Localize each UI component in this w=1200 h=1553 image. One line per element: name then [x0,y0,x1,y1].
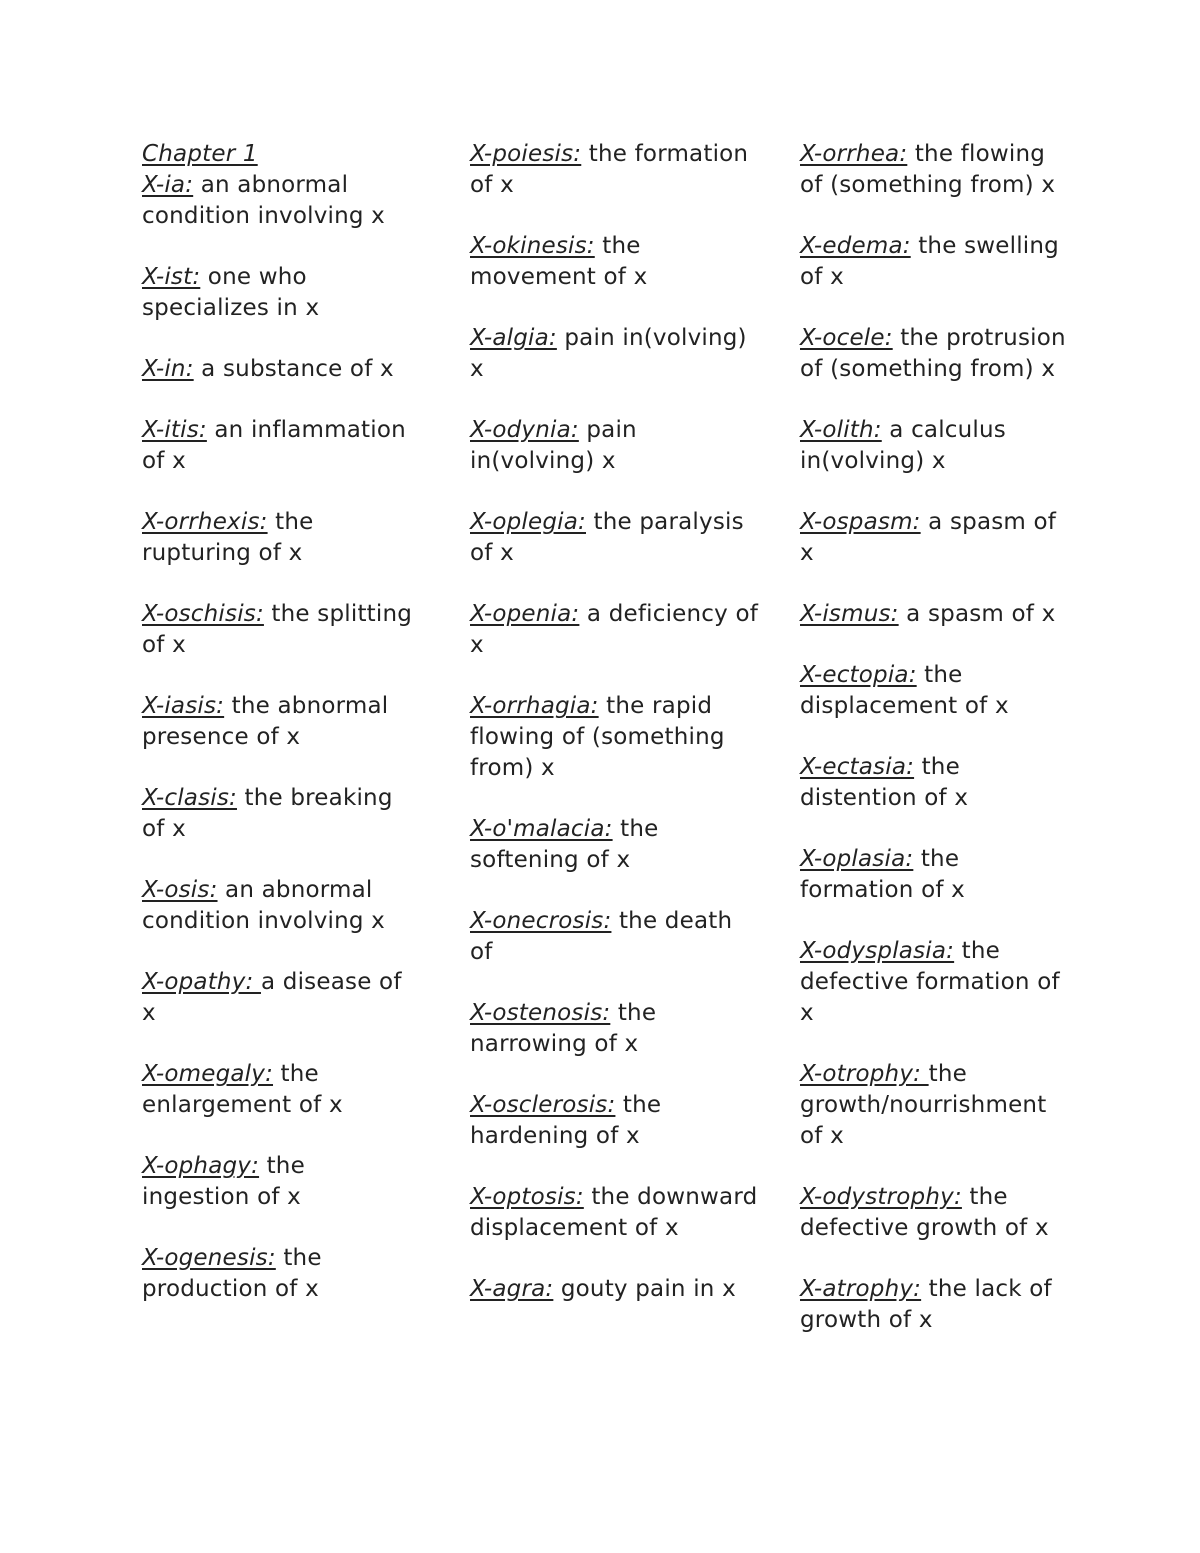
definition-entry [470,231,760,293]
suffix-term: X-otrophy: [800,1061,929,1087]
definition-entry [470,1274,760,1305]
definition-entry [470,1182,760,1244]
suffix-definition: the movement of x [470,233,648,290]
suffix-term: X-clasis: [142,785,237,811]
suffix-definition: pain in(volving) x [470,417,637,474]
suffix-term: X-ectasia: [800,754,915,780]
suffix-definition: the rupturing of x [142,509,314,566]
suffix-definition: the paralysis of x [470,509,744,566]
suffix-term: X-openia: [470,601,580,627]
suffix-definition: the abnormal presence of x [142,693,389,750]
column-1 [142,139,417,1335]
suffix-definition: the defective growth of x [800,1184,1049,1241]
suffix-term: X-ostenosis: [470,1000,611,1026]
suffix-term: X-opathy: [142,969,261,995]
suffix-definition: the downward displacement of x [470,1184,758,1241]
definition-entry [470,415,760,477]
suffix-term: X-agra: [470,1276,554,1302]
suffix-definition: the growth/nourrishment of x [800,1061,1047,1149]
suffix-definition: the displacement of x [800,662,1009,719]
definition-entry [142,1059,417,1121]
suffix-definition: the flowing of (something from) x [800,141,1056,198]
definition-entry [800,844,1070,906]
suffix-term: X-o'malacia: [470,816,613,842]
column-3 [800,139,1070,1366]
suffix-definition: one who specializes in x [142,264,320,321]
definition-entry [142,262,417,324]
definition-entry [800,1274,1070,1336]
suffix-term: X-odynia: [470,417,579,443]
definition-entry [470,139,760,201]
suffix-definition: the splitting of x [142,601,413,658]
suffix-term: X-poiesis: [470,141,582,167]
suffix-definition: the ingestion of x [142,1153,305,1210]
suffix-term: X-ectopia: [800,662,917,688]
definition-entry [800,1182,1070,1244]
suffix-definition: the enlargement of x [142,1061,343,1118]
definition-entry [800,507,1070,569]
suffix-definition: the formation of x [470,141,749,198]
suffix-term: X-ogenesis: [142,1245,276,1271]
definition-entry [142,967,417,1029]
suffix-term: X-ospasm: [800,509,921,535]
suffix-definition: the distention of x [800,754,969,811]
definition-entry [142,354,417,385]
suffix-definition: a spasm of x [800,509,1057,566]
suffix-term: X-ia: [142,172,194,198]
suffix-definition: the rapid flowing of (something from) x [470,693,725,781]
definition-entry [800,415,1070,477]
definition-entry [470,1090,760,1152]
suffix-term: X-oplegia: [470,509,586,535]
suffix-term: X-orrhexis: [142,509,268,535]
suffix-term: X-in: [142,356,194,382]
definition-entry [470,906,760,968]
suffix-term: X-osclerosis: [470,1092,616,1118]
definition-entry [800,323,1070,385]
suffix-definition: the lack of growth of x [800,1276,1052,1333]
definition-entry [142,1151,417,1213]
suffix-definition: the death of [470,908,733,965]
definition-entry [142,170,417,232]
definition-entry [142,599,417,661]
suffix-term: X-ist: [142,264,201,290]
suffix-term: X-edema: [800,233,911,259]
definition-entry [142,875,417,937]
suffix-definition: the formation of x [800,846,965,903]
definition-entry [800,1059,1070,1152]
suffix-term: X-orrhagia: [470,693,599,719]
definition-entry [142,1243,417,1305]
suffix-term: X-ocele: [800,325,893,351]
definition-entry [800,231,1070,293]
suffix-term: X-ismus: [800,601,899,627]
definition-entry [142,415,417,477]
suffix-term: X-iasis: [142,693,225,719]
suffix-definition: the protrusion of (something from) x [800,325,1066,382]
suffix-definition: gouty pain in x [553,1276,736,1302]
suffix-term: X-onecrosis: [470,908,612,934]
suffix-term: X-itis: [142,417,207,443]
column-2 [470,139,760,1335]
definition-entry [470,998,760,1060]
definition-entry [470,691,760,784]
suffix-term: X-oschisis: [142,601,264,627]
chapter-heading: Chapter 1 [142,141,258,167]
suffix-definition: the breaking of x [142,785,393,842]
definition-entry [800,599,1070,630]
suffix-term: X-oplasia: [800,846,914,872]
suffix-definition: the defective formation of x [800,938,1060,1026]
suffix-definition: the narrowing of x [470,1000,657,1057]
suffix-term: X-okinesis: [470,233,595,259]
suffix-term: X-odystrophy: [800,1184,962,1210]
suffix-definition: an inflammation of x [142,417,406,474]
definition-entry [470,507,760,569]
definition-entry [800,139,1070,201]
suffix-definition: a disease of x [142,969,402,1026]
suffix-term: X-optosis: [470,1184,584,1210]
suffix-term: X-olith: [800,417,882,443]
suffix-term: X-ophagy: [142,1153,260,1179]
definition-entry [142,783,417,845]
definition-entry [800,936,1070,1029]
suffix-term: X-omegaly: [142,1061,274,1087]
suffix-definition: an abnormal condition involving x [142,172,385,229]
suffix-definition: a deficiency of x [470,601,759,658]
suffix-definition: the swelling of x [800,233,1059,290]
suffix-definition: a calculus in(volving) x [800,417,1006,474]
definition-entry [470,599,760,661]
suffix-term: X-osis: [142,877,218,903]
suffix-term: X-algia: [470,325,557,351]
definition-entry [142,691,417,753]
suffix-definition: the hardening of x [470,1092,662,1149]
suffix-term: X-odysplasia: [800,938,955,964]
suffix-definition: a substance of x [193,356,394,382]
suffix-definition: the production of x [142,1245,322,1302]
definition-entry [470,323,760,385]
definition-entry [470,814,760,876]
definition-entry [800,660,1070,722]
suffix-definition: the softening of x [470,816,659,873]
suffix-term: X-atrophy: [800,1276,922,1302]
suffix-term: X-orrhea: [800,141,908,167]
suffix-definition: a spasm of x [898,601,1056,627]
suffix-definition: pain in(volving) x [470,325,747,382]
definition-entry [800,752,1070,814]
suffix-definition: an abnormal condition involving x [142,877,385,934]
definition-entry [142,507,417,569]
